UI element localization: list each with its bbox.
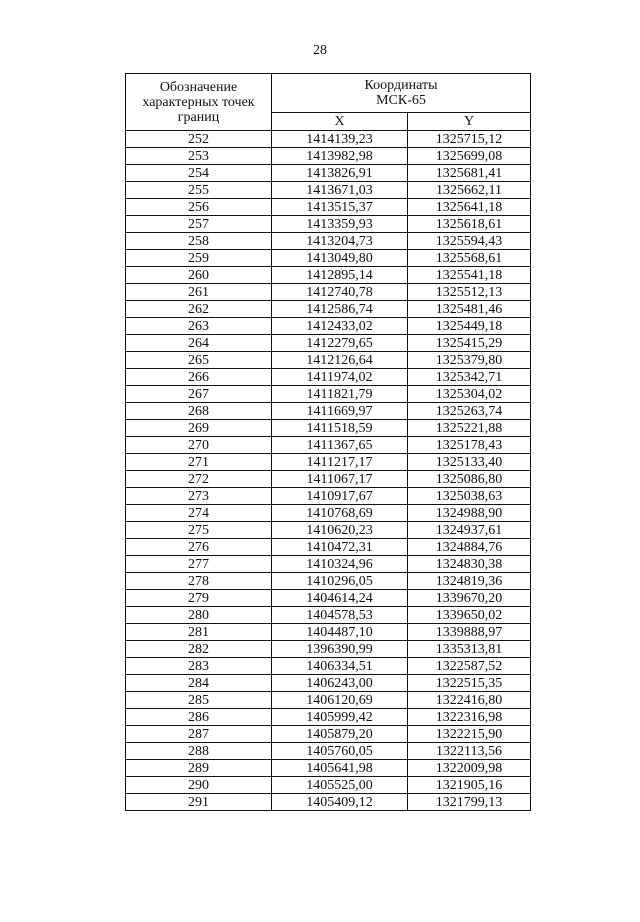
x-coordinate-cell: 1410296,05	[272, 573, 408, 590]
y-coordinate-cell: 1325133,40	[408, 454, 531, 471]
table-row	[126, 709, 531, 726]
x-coordinate-cell: 1405409,12	[272, 794, 408, 811]
table-row	[126, 437, 531, 454]
y-coordinate-cell: 1335313,81	[408, 641, 531, 658]
point-id-cell: 277	[126, 556, 272, 573]
x-coordinate-cell: 1406120,69	[272, 692, 408, 709]
y-coordinate-cell: 1324819,36	[408, 573, 531, 590]
x-coordinate-cell: 1413515,37	[272, 199, 408, 216]
point-id-cell: 271	[126, 454, 272, 471]
point-id-cell: 273	[126, 488, 272, 505]
y-coordinate-cell: 1322515,35	[408, 675, 531, 692]
y-coordinate-cell: 1325038,63	[408, 488, 531, 505]
y-coordinate-cell: 1325449,18	[408, 318, 531, 335]
point-id-cell: 258	[126, 233, 272, 250]
point-id-cell: 276	[126, 539, 272, 556]
x-coordinate-cell: 1411518,59	[272, 420, 408, 437]
point-id-cell: 252	[126, 131, 272, 148]
table-row	[126, 488, 531, 505]
table-row	[126, 794, 531, 811]
x-coordinate-cell: 1411367,65	[272, 437, 408, 454]
table-row	[126, 726, 531, 743]
table-row	[126, 505, 531, 522]
x-coordinate-cell: 1412740,78	[272, 284, 408, 301]
y-coordinate-cell: 1322215,90	[408, 726, 531, 743]
y-coordinate-cell: 1325662,11	[408, 182, 531, 199]
y-coordinate-cell: 1339670,20	[408, 590, 531, 607]
point-id-cell: 262	[126, 301, 272, 318]
x-coordinate-cell: 1404487,10	[272, 624, 408, 641]
table-row	[126, 284, 531, 301]
y-coordinate-cell: 1325178,43	[408, 437, 531, 454]
table-row	[126, 386, 531, 403]
y-coordinate-cell: 1325481,46	[408, 301, 531, 318]
table-row	[126, 267, 531, 284]
point-id-cell: 257	[126, 216, 272, 233]
x-coordinate-cell: 1404578,53	[272, 607, 408, 624]
x-coordinate-cell: 1411217,17	[272, 454, 408, 471]
table-row	[126, 318, 531, 335]
x-coordinate-cell: 1413826,91	[272, 165, 408, 182]
point-id-cell: 267	[126, 386, 272, 403]
header-coordinates-line-2: МСК-65	[376, 92, 426, 108]
header-designation-line-1: Обозначение	[159, 79, 238, 95]
y-coordinate-cell: 1325568,61	[408, 250, 531, 267]
y-coordinate-cell: 1322416,80	[408, 692, 531, 709]
x-coordinate-cell: 1405999,42	[272, 709, 408, 726]
point-id-cell: 289	[126, 760, 272, 777]
table-row	[126, 539, 531, 556]
x-coordinate-cell: 1411821,79	[272, 386, 408, 403]
table-body	[126, 131, 531, 811]
x-coordinate-cell: 1410324,96	[272, 556, 408, 573]
point-id-cell: 287	[126, 726, 272, 743]
table-row	[126, 624, 531, 641]
point-id-cell: 270	[126, 437, 272, 454]
table-row	[126, 641, 531, 658]
table-row	[126, 199, 531, 216]
x-coordinate-cell: 1411067,17	[272, 471, 408, 488]
x-coordinate-cell: 1405641,98	[272, 760, 408, 777]
x-coordinate-cell: 1412279,65	[272, 335, 408, 352]
point-id-cell: 260	[126, 267, 272, 284]
x-coordinate-cell: 1410620,23	[272, 522, 408, 539]
point-id-cell: 268	[126, 403, 272, 420]
x-coordinate-cell: 1413359,93	[272, 216, 408, 233]
header-point-designation	[126, 74, 272, 131]
table-row	[126, 607, 531, 624]
y-coordinate-cell: 1321799,13	[408, 794, 531, 811]
y-coordinate-cell: 1325541,18	[408, 267, 531, 284]
x-coordinate-cell: 1414139,23	[272, 131, 408, 148]
y-coordinate-cell: 1322316,98	[408, 709, 531, 726]
y-coordinate-cell: 1325681,41	[408, 165, 531, 182]
header-designation-line-3: границ	[177, 109, 220, 125]
y-coordinate-cell: 1322587,52	[408, 658, 531, 675]
x-coordinate-cell: 1413049,80	[272, 250, 408, 267]
table-row	[126, 743, 531, 760]
x-coordinate-cell: 1411669,97	[272, 403, 408, 420]
x-coordinate-cell: 1405525,00	[272, 777, 408, 794]
table-row	[126, 165, 531, 182]
x-coordinate-cell: 1412895,14	[272, 267, 408, 284]
x-coordinate-cell: 1404614,24	[272, 590, 408, 607]
point-id-cell: 275	[126, 522, 272, 539]
point-id-cell: 291	[126, 794, 272, 811]
y-coordinate-cell: 1322009,98	[408, 760, 531, 777]
point-id-cell: 263	[126, 318, 272, 335]
table-row	[126, 216, 531, 233]
x-coordinate-cell: 1410472,31	[272, 539, 408, 556]
y-coordinate-cell: 1325221,88	[408, 420, 531, 437]
y-coordinate-cell: 1325415,29	[408, 335, 531, 352]
table-row	[126, 573, 531, 590]
y-coordinate-cell: 1325342,71	[408, 369, 531, 386]
x-coordinate-cell: 1413671,03	[272, 182, 408, 199]
y-coordinate-cell: 1321905,16	[408, 777, 531, 794]
y-coordinate-cell: 1325379,80	[408, 352, 531, 369]
header-designation-line-2: характерных точек	[142, 94, 255, 110]
table-row	[126, 148, 531, 165]
point-id-cell: 279	[126, 590, 272, 607]
point-id-cell: 264	[126, 335, 272, 352]
header-coordinates-line-1: Координаты	[364, 77, 438, 93]
point-id-cell: 284	[126, 675, 272, 692]
x-coordinate-cell: 1413204,73	[272, 233, 408, 250]
y-coordinate-cell: 1325304,02	[408, 386, 531, 403]
table-row	[126, 590, 531, 607]
table-row	[126, 182, 531, 199]
x-coordinate-cell: 1410768,69	[272, 505, 408, 522]
point-id-cell: 286	[126, 709, 272, 726]
y-coordinate-cell: 1324884,76	[408, 539, 531, 556]
header-y: Y	[408, 112, 531, 130]
coordinates-table	[125, 73, 531, 811]
y-coordinate-cell: 1339650,02	[408, 607, 531, 624]
table-row	[126, 471, 531, 488]
y-coordinate-cell: 1325512,13	[408, 284, 531, 301]
point-id-cell: 266	[126, 369, 272, 386]
table-row	[126, 556, 531, 573]
table-row	[126, 250, 531, 267]
point-id-cell: 272	[126, 471, 272, 488]
point-id-cell: 253	[126, 148, 272, 165]
header-coordinates	[272, 74, 531, 113]
point-id-cell: 256	[126, 199, 272, 216]
y-coordinate-cell: 1322113,56	[408, 743, 531, 760]
point-id-cell: 288	[126, 743, 272, 760]
x-coordinate-cell: 1405879,20	[272, 726, 408, 743]
table-row	[126, 760, 531, 777]
table-row	[126, 454, 531, 471]
point-id-cell: 283	[126, 658, 272, 675]
y-coordinate-cell: 1325641,18	[408, 199, 531, 216]
point-id-cell: 254	[126, 165, 272, 182]
table-row	[126, 692, 531, 709]
point-id-cell: 269	[126, 420, 272, 437]
point-id-cell: 261	[126, 284, 272, 301]
x-coordinate-cell: 1412586,74	[272, 301, 408, 318]
table-row	[126, 352, 531, 369]
table-row	[126, 420, 531, 437]
table-row	[126, 335, 531, 352]
point-id-cell: 265	[126, 352, 272, 369]
x-coordinate-cell: 1413982,98	[272, 148, 408, 165]
table-header	[126, 74, 531, 131]
table-row	[126, 233, 531, 250]
point-id-cell: 278	[126, 573, 272, 590]
x-coordinate-cell: 1405760,05	[272, 743, 408, 760]
point-id-cell: 259	[126, 250, 272, 267]
table-row	[126, 675, 531, 692]
table-row	[126, 301, 531, 318]
table-row	[126, 777, 531, 794]
point-id-cell: 282	[126, 641, 272, 658]
table-row	[126, 403, 531, 420]
y-coordinate-cell: 1325594,43	[408, 233, 531, 250]
y-coordinate-cell: 1339888,97	[408, 624, 531, 641]
table-row	[126, 369, 531, 386]
page-number: 28	[313, 43, 327, 58]
x-coordinate-cell: 1410917,67	[272, 488, 408, 505]
y-coordinate-cell: 1325715,12	[408, 131, 531, 148]
y-coordinate-cell: 1324937,61	[408, 522, 531, 539]
point-id-cell: 281	[126, 624, 272, 641]
point-id-cell: 274	[126, 505, 272, 522]
x-coordinate-cell: 1411974,02	[272, 369, 408, 386]
point-id-cell: 285	[126, 692, 272, 709]
x-coordinate-cell: 1412126,64	[272, 352, 408, 369]
y-coordinate-cell: 1325699,08	[408, 148, 531, 165]
x-coordinate-cell: 1406334,51	[272, 658, 408, 675]
point-id-cell: 290	[126, 777, 272, 794]
table-row	[126, 131, 531, 148]
x-coordinate-cell: 1406243,00	[272, 675, 408, 692]
point-id-cell: 255	[126, 182, 272, 199]
point-id-cell: 280	[126, 607, 272, 624]
x-coordinate-cell: 1396390,99	[272, 641, 408, 658]
y-coordinate-cell: 1324830,38	[408, 556, 531, 573]
header-x: X	[272, 112, 408, 130]
y-coordinate-cell: 1325618,61	[408, 216, 531, 233]
y-coordinate-cell: 1324988,90	[408, 505, 531, 522]
table-row	[126, 658, 531, 675]
table-row	[126, 522, 531, 539]
y-coordinate-cell: 1325263,74	[408, 403, 531, 420]
x-coordinate-cell: 1412433,02	[272, 318, 408, 335]
y-coordinate-cell: 1325086,80	[408, 471, 531, 488]
